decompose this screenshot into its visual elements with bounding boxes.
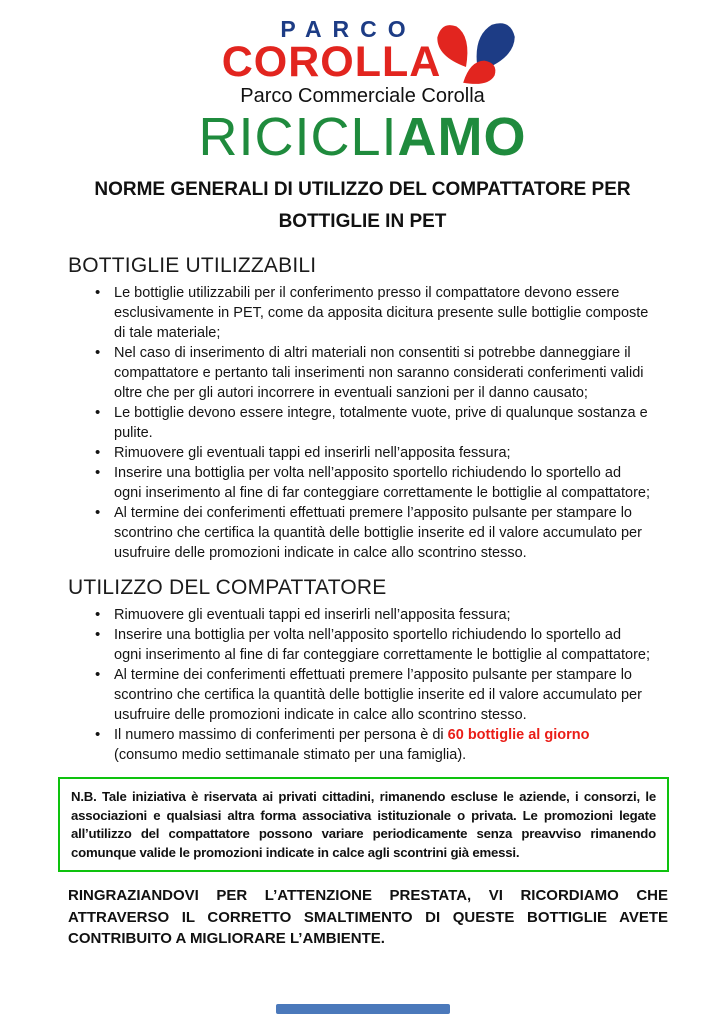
bullet-list [92, 283, 650, 563]
subtitle-line-2: BOTTIGLIE IN PET [278, 211, 447, 232]
max-bullet-prefix: Il numero massimo di conferimenti per persona è di [114, 727, 448, 743]
list-item: • Al termine dei conferimenti effettuati premere l’apposito pulsante per stampare lo scontrino che certifica la quantità delle bottiglie inserite ed il valore accumulato per usufruire delle promozioni indicate in calce allo scontrino stesso. [92, 503, 650, 563]
logo-caption: Parco Commerciale Corolla [240, 85, 485, 107]
document-header [0, 16, 725, 238]
section-bottiglie-utilizzabili [0, 254, 725, 563]
subtitle-line-1: NORME GENERALI DI UTILIZZO DEL COMPATTATORE PER [94, 179, 631, 200]
list-item: • Nel caso di inserimento di altri materiali non consentiti si potrebbe danneggiare il compattatore e pertanto tali inserimenti non saranno considerati conferimenti validi oltre che per gli autori incorrere in eventuali sanzioni per il danno causato; [92, 343, 650, 403]
ricicliamo-title [0, 107, 725, 167]
page-scroll-indicator[interactable] [276, 1004, 450, 1014]
document-subtitle [0, 174, 725, 238]
parco-corolla-logo [222, 16, 504, 84]
logo-corolla-text: COROLLA [221, 38, 442, 86]
max-bullet-highlight: 60 bottiglie al giorno [447, 727, 590, 743]
section-utilizzo-compattatore [0, 576, 725, 765]
list-item-max-conferimenti [92, 725, 650, 765]
flower-petals-icon [433, 18, 517, 92]
list-item: • Inserire una bottiglia per volta nell’apposito sportello richiudendo lo sportello ad ogni inserimento al fine di far conteggiare correttamente le bottiglie al compattatore; [92, 463, 650, 503]
section-heading: BOTTIGLIE UTILIZZABILI [68, 254, 317, 277]
section-heading: UTILIZZO DEL COMPATTATORE [68, 576, 387, 599]
title-light-part: RICICLI [198, 107, 398, 167]
list-item: • Le bottiglie devono essere integre, totalmente vuote, prive di qualunque sostanza e pulite. [92, 403, 650, 443]
list-item: • Al termine dei conferimenti effettuati premere l’apposito pulsante per stampare lo scontrino che certifica la quantità delle bottiglie inserite ed il valore accumulato per usufruire delle promozioni indicate in calce allo scontrino stesso. [92, 665, 650, 725]
list-item: • Le bottiglie utilizzabili per il conferimento presso il compattatore devono essere esclusivamente in PET, come da apposita dicitura presente sulle bottiglie composte di tale materiale; [92, 283, 650, 343]
logo-parco-text: PARCO [280, 16, 417, 42]
list-item: • Rimuovere gli eventuali tappi ed inserirli nell’apposita fessura; [92, 443, 650, 463]
notice-box: N.B. Tale iniziativa è riservata ai privati cittadini, rimanendo escluse le aziende, i consorzi, le associazioni e qualsiasi altra forma associativa istituzionale o privata. Le promozioni legate all’utilizzo del compattatore possono variare periodicamente senza preavviso rimanendo comunque valide le promozioni indicate in calce agli scontrini già emessi. [58, 777, 669, 872]
max-bullet-suffix: (consumo medio settimanale stimato per una famiglia). [114, 747, 467, 763]
list-item: • Rimuovere gli eventuali tappi ed inserirli nell’apposita fessura; [92, 605, 650, 625]
closing-paragraph: RINGRAZIANDOVI PER L’ATTENZIONE PRESTATA, VI RICORDIAMO CHE ATTRAVERSO IL CORRETTO SMALTIMENTO DI QUESTE BOTTIGLIE AVETE CONTRIBUITO A MIGLIORARE L’AMBIENTE. [68, 887, 668, 947]
title-bold-part: AMO [397, 107, 527, 167]
bullet-list [92, 605, 650, 765]
list-item: • Inserire una bottiglia per volta nell’apposito sportello richiudendo lo sportello ad ogni inserimento al fine di far conteggiare correttamente le bottiglie al compattatore; [92, 625, 650, 665]
